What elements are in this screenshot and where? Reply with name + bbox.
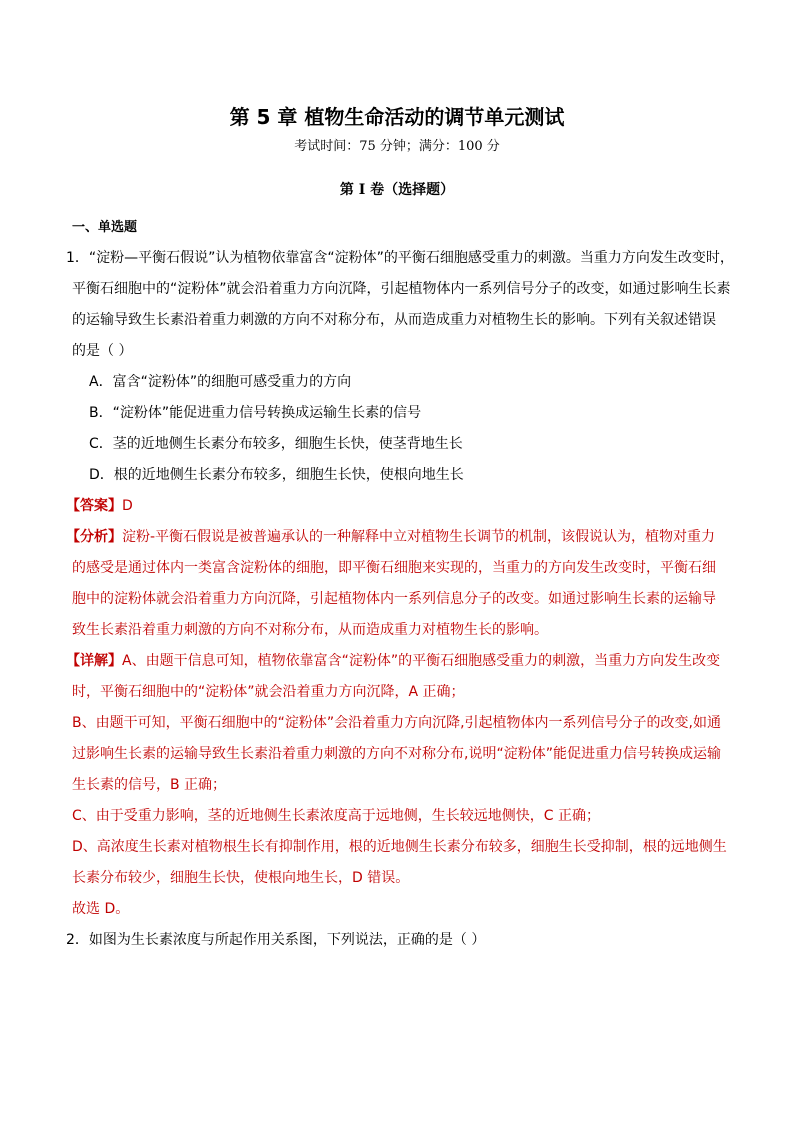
q1-detail-line: B、由题干可知，平衡石细胞中的“淀粉体”会沿着重力方向沉降,引起植物体内一系列信号分子的改变,如通 xyxy=(72,715,722,731)
answer-value: D xyxy=(122,498,133,514)
page-title: 第 5 章 植物生命活动的调节单元测试 xyxy=(229,105,565,129)
q1-analysis-line: 胞中的淀粉体就会沿着重力方向沉降，引起植物体内一系列信息分子的改变。如通过影响生长素的运输导 xyxy=(72,591,716,607)
q1-option-d: D．根的近地侧生长素分布较多，细胞生长快，使根向地生长 xyxy=(89,467,464,483)
question-2 xyxy=(66,925,724,956)
q1-stem-line: 的运输导致生长素沿着重力刺激的方向不对称分布，从而造成重力对植物生长的影响。下列有关叙述错误 xyxy=(72,312,716,328)
q2-stem: 2．如图为生长素浓度与所起作用关系图，下列说法，正确的是（ ） xyxy=(66,932,486,948)
question-1 xyxy=(66,243,734,925)
q1-detail-line: 时，平衡石细胞中的“淀粉体”就会沿着重力方向沉降，A 正确； xyxy=(72,684,465,700)
q1-detail-line: C、由于受重力影响，茎的近地侧生长素浓度高于远地侧，生长较远地侧快，C 正确； xyxy=(72,808,600,824)
q1-option-c: C．茎的近地侧生长素分布较多，细胞生长快，使茎背地生长 xyxy=(89,436,463,452)
exam-info: 考试时间：75 分钟；满分：100 分 xyxy=(294,139,500,154)
answer-tag: 【答案】 xyxy=(66,498,122,514)
q1-detail-line: 过影响生长素的运输导致生长素沿着重力刺激的方向不对称分布,说明“淀粉体”能促进重力信号转换成运输 xyxy=(72,746,721,762)
q1-answer xyxy=(66,491,724,522)
q1-detail-line: 生长素的信号，B 正确； xyxy=(72,777,227,793)
q1-analysis-line: 致生长素沿着重力刺激的方向不对称分布，从而造成重力对植物生长的影响。 xyxy=(72,622,548,638)
question-body xyxy=(66,243,734,956)
q1-option-a: A．富含“淀粉体”的细胞可感受重力的方向 xyxy=(89,374,352,390)
q1-detail-line: 故选 D。 xyxy=(72,901,130,917)
q1-analysis-line: 的感受是通过体内一类富含淀粉体的细胞，即平衡石细胞来实现的，当重力的方向发生改变时，平衡石细 xyxy=(72,560,716,576)
q1-analysis-line xyxy=(66,522,724,553)
q1-detail-line: 长素分布较少，细胞生长快，使根向地生长，D 错误。 xyxy=(72,870,410,886)
section-heading: 一、单选题 xyxy=(72,220,138,235)
q1-detail-line: D、高浓度生长素对植物根生长有抑制作用，根的近地侧生长素分布较多，细胞生长受抑制，根的远地侧生 xyxy=(72,839,727,855)
q1-option-b: B．“淀粉体”能促进重力信号转换成运输生长素的信号 xyxy=(89,405,422,421)
detail-text: A、由题干信息可知，植物依靠富含“淀粉体”的平衡石细胞感受重力的刺激，当重力方向发生改变 xyxy=(122,653,721,669)
q1-stem-line: 平衡石细胞中的“淀粉体”就会沿着重力方向沉降，引起植物体内一系列信号分子的改变，如通过影响生长素 xyxy=(72,281,731,297)
q1-stem-line: 1．“淀粉—平衡石假说”认为植物依靠富含“淀粉体”的平衡石细胞感受重力的刺激。当重力方向发生改变时， xyxy=(66,250,734,266)
part-heading: 第 I 卷（选择题） xyxy=(339,182,455,198)
q1-stem-line: 的是（ ） xyxy=(72,343,133,359)
analysis-text: 淀粉-平衡石假说是被普遍承认的一种解释中立对植物生长调节的机制，该假说认为，植物对重力 xyxy=(122,529,716,545)
detail-tag: 【详解】 xyxy=(66,653,122,669)
q1-detail-line xyxy=(66,646,724,677)
analysis-tag: 【分析】 xyxy=(66,529,122,545)
